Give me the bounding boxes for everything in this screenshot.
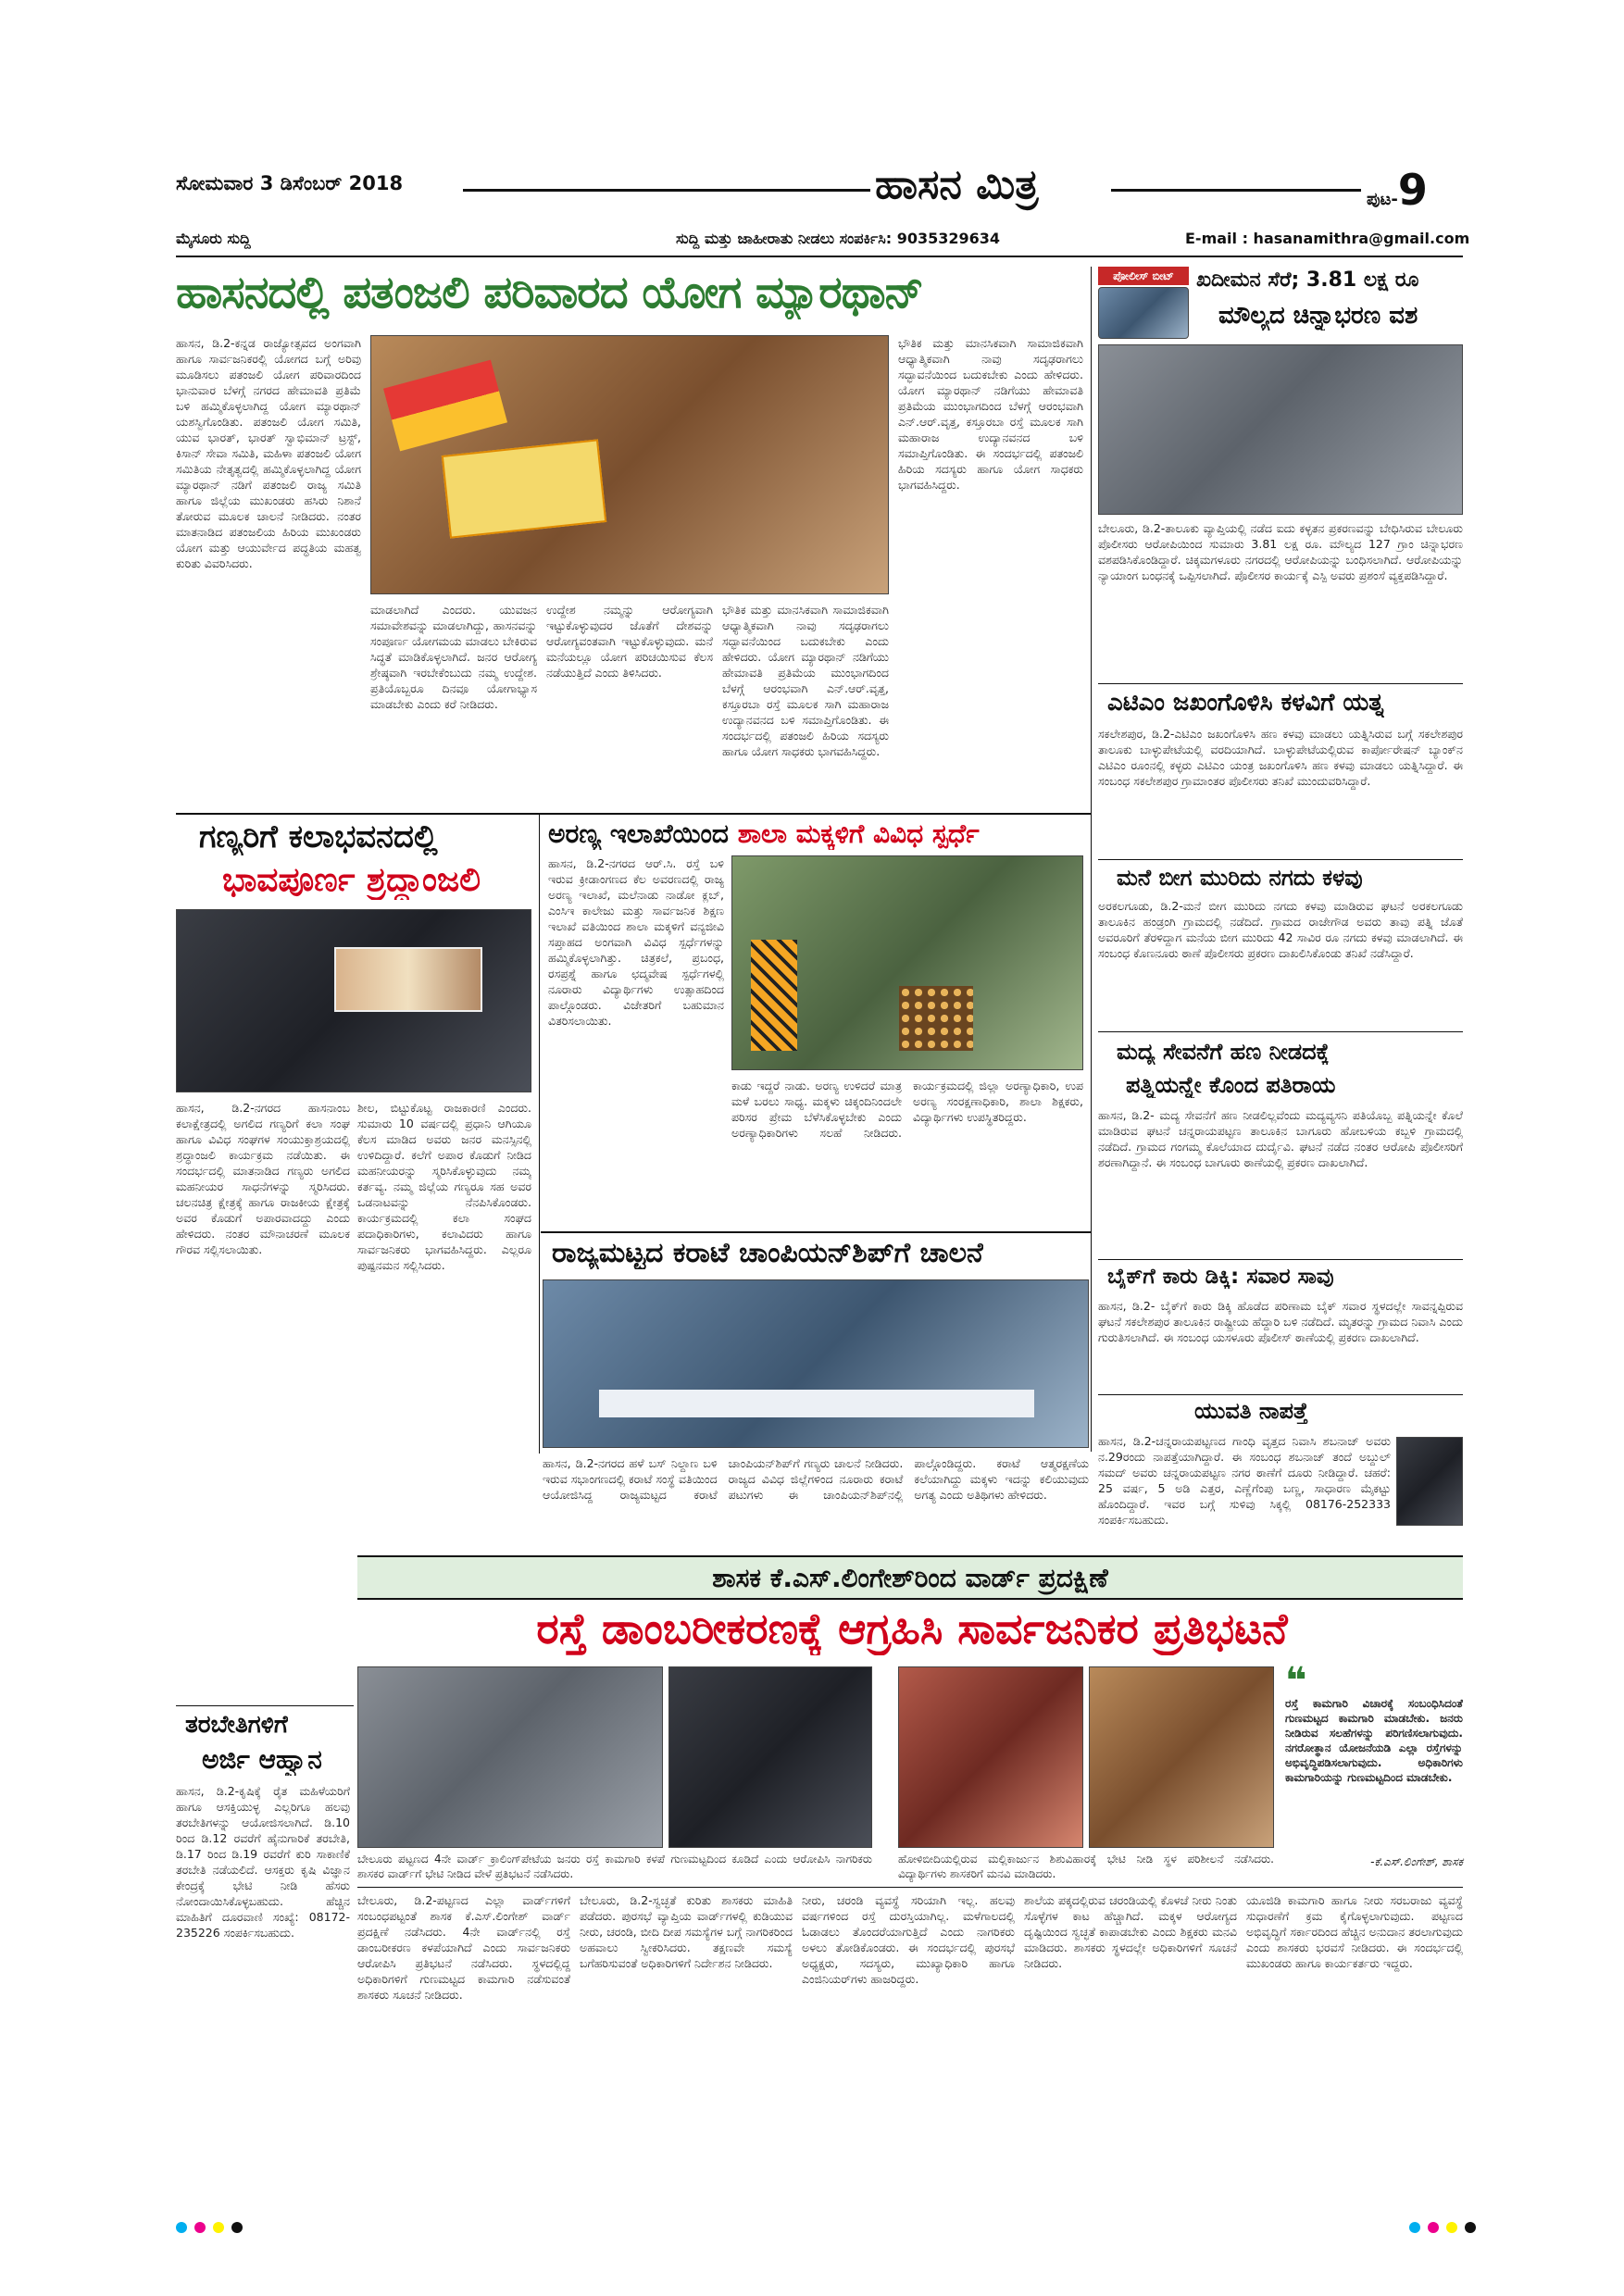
quote-author: -ಕೆ.ಎಸ್.ಲಿಂಗೇಶ್, ಶಾಸಕ [1370,1855,1463,1868]
police-beat-label-text: ಪೋಲೀಸ್ ಬೀಟ್ [1113,269,1174,282]
yoga-column-mid-1: ಮಾಡಲಾಗಿದೆ ಎಂದರು. ಯುವಜನ ಸಮಾವೇಶವನ್ನು ಮಾಡಲಾಗಿದ್ದು, ಹಾಸನವನ್ನು ಸಂಪೂರ್ಣ ಯೋಗಮಯ ಮಾಡಲು ಬೇಕಿರುವ ಸಿದ್ಧತೆ ಮಾಡಿಕೊಳ್ಳಲಾಗಿದೆ. ಜನರ ಆರೋಗ್ಯ ಶ್ರೇಷ್ಠವಾಗಿ ಇರಬೇಕೆಂಬುದು ನಮ್ಮ ಉದ್ದೇಶ. ಪ್ರತಿಯೊಬ್ಬರೂ ದಿನವೂ ಯೋಗಾಭ್ಯಾಸ ಮಾಡಬೇಕು ಎಂದು ಕರೆ ನೀಡಿದರು. [370,603,537,711]
road-protest-photo-2 [668,1666,872,1848]
road-column-3: ನೀರು, ಚರಂಡಿ ವ್ಯವಸ್ಥೆ ಸರಿಯಾಗಿ ಇಲ್ಲ. ಹಲವು ವರ್ಷಗಳಿಂದ ರಸ್ತೆ ದುರಸ್ತಿಯಾಗಿಲ್ಲ. ಮಳೆಗಾಲದಲ್ಲಿ ಓಡಾಡಲು ತೊಂದರೆಯಾಗುತ್ತಿದೆ ಎಂದು ನಾಗರಿಕರು ಅಳಲು ತೋಡಿಕೊಂಡರು. ಈ ಸಂದರ್ಭದಲ್ಲಿ ಪುರಸಭೆ ಅಧ್ಯಕ್ಷರು, ಸದಸ್ಯರು, ಮುಖ್ಯಾಧಿಕಾರಿ ಹಾಗೂ ಎಂಜಿನಿಯರ್‌ಗಳು ಹಾಜರಿದ್ದರು. [802,1893,1015,1986]
column-divider-left [539,815,540,1454]
yellow-dot [213,2222,224,2233]
rule-atm [1098,683,1463,684]
police-body: ಬೇಲೂರು, ಡಿ.2-ತಾಲೂಕು ವ್ಯಾಪ್ತಿಯಲ್ಲಿ ನಡೆದ ಐದು ಕಳ್ಳತನ ಪ್ರಕರಣವನ್ನು ಬೇಧಿಸಿರುವ ಬೇಲೂರು ಪೊಲೀಸರು ಆರೋಪಿಯಿಂದ ಸುಮಾರು 3.81 ಲಕ್ಷ ರೂ. ಮೌಲ್ಯದ 127 ಗ್ರಾಂ ಚಿನ್ನಾಭರಣ ವಶಪಡಿಸಿಕೊಂಡಿದ್ದಾರೆ. ಚಿಕ್ಕಮಗಳೂರು ನಗರದಲ್ಲಿ ಆರೋಪಿಯನ್ನು ಬಂಧಿಸಲಾಗಿದೆ. ಆರೋಪಿಯನ್ನು ನ್ಯಾಯಾಂಗ ಬಂಧನಕ್ಕೆ ಒಪ್ಪಿಸಲಾಗಿದೆ. ಪೊಲೀಸರ ಕಾರ್ಯಕ್ಕೆ ಎಸ್ಪಿ ಅವರು ಪ್ರಶಂಸೆ ವ್ಯಕ್ತಪಡಿಸಿದ್ದಾರೆ. [1098,521,1463,582]
rule-bike [1098,1259,1463,1260]
leopard-costume [899,986,973,1051]
yoga-banner-graphic [442,439,606,538]
yoga-marathon-photo [370,335,889,594]
magenta-dot [1428,2222,1439,2233]
yoga-column-mid-2: ಉದ್ದೇಶ ನಮ್ಮನ್ನು ಆರೋಗ್ಯವಾಗಿ ಇಟ್ಟುಕೊಳ್ಳುವುದರ ಜೊತೆಗೆ ದೇಶವನ್ನು ಆರೋಗ್ಯವಂತವಾಗಿ ಇಟ್ಟುಕೊಳ್ಳುವುದು. ಮನೆ ಮನೆಯಲ್ಲೂ ಯೋಗ ಪರಿಚಯಿಸುವ ಕೆಲಸ ನಡೆಯುತ್ತಿದೆ ಎಂದು ತಿಳಿಸಿದರು. [546,603,713,680]
tribute-headline-1: ಗಣ್ಯರಿಗೆ ಕಲಾಭವನದಲ್ಲಿ [199,818,438,855]
rule-arch [176,1705,354,1706]
theft-headline: ಮನೆ ಬೀಗ ಮುರಿದು ನಗದು ಕಳವು [1117,865,1363,891]
tribute-headline-2: ಭಾವಪೂರ್ಣ ಶ್ರದ್ಧಾಂಜಲಿ [222,861,481,899]
column-divider-main [1091,267,1092,1452]
road-visit-photo-1 [898,1666,1083,1848]
rule-theft [1098,859,1463,860]
masthead-date: ಸೋಮವಾರ 3 ಡಿಸೆಂಬರ್ 2018 [176,172,404,194]
road-banner [357,1555,1463,1600]
tribute-column-1: ಹಾಸನ, ಡಿ.2-ನಗರದ ಹಾಸನಾಂಬ ಕಲಾಕ್ಷೇತ್ರದಲ್ಲಿ ಅಗಲಿದ ಗಣ್ಯರಿಗೆ ಕಲಾ ಸಂಘ ಹಾಗೂ ವಿವಿಧ ಸಂಘಗಳ ಸಂಯುಕ್ತಾಶ್ರಯದಲ್ಲಿ ಶ್ರದ್ಧಾಂಜಲಿ ಕಾರ್ಯಕ್ರಮ ನಡೆಯಿತು. ಈ ಸಂದರ್ಭದಲ್ಲಿ ಮಾತನಾಡಿದ ಗಣ್ಯರು ಅಗಲಿದ ಮಹನೀಯರ ಸಾಧನೆಗಳನ್ನು ಸ್ಮರಿಸಿದರು. ಚಲನಚಿತ್ರ ಕ್ಷೇತ್ರಕ್ಕೆ ಹಾಗೂ ರಾಜಕೀಯ ಕ್ಷೇತ್ರಕ್ಕೆ ಅವರ ಕೊಡುಗೆ ಅಪಾರವಾದದ್ದು ಎಂದು ಹೇಳಿದರು. ನಂತರ ಮೌನಾಚರಣೆ ಮೂಲಕ ಗೌರವ ಸಲ್ಲಿಸಲಾಯಿತು. [176,1101,350,1256]
quote-mark-icon: ❝ [1285,1660,1307,1703]
arch-headline-1: ತರಬೇತಿಗಳಿಗೆ [185,1711,288,1739]
info-strip [176,220,1470,257]
tribute-column-2: ಶೀಲ, ಬಿಟ್ಟುಕೊಟ್ಟ ರಾಜಕಾರಣಿ ಎಂದರು. ಸುಮಾರು 10 ವರ್ಷದಲ್ಲಿ ಪ್ರಧಾನಿ ಆಗಿಯೂ ಕೆಲಸ ಮಾಡಿದ ಅವರು ಜನರ ಮನಸ್ಸಿನಲ್ಲಿ ಉಳಿದಿದ್ದಾರೆ. ಕಲೆಗೆ ಅಪಾರ ಕೊಡುಗೆ ನೀಡಿದ ಮಹನೀಯರನ್ನು ಸ್ಮರಿಸಿಕೊಳ್ಳುವುದು ನಮ್ಮ ಕರ್ತವ್ಯ. ನಮ್ಮ ಜಿಲ್ಲೆಯ ಗಣ್ಯರೂ ಸಹ ಅವರ ಒಡನಾಟವನ್ನು ನೆನಪಿಸಿಕೊಂಡರು. ಕಾರ್ಯಕ್ರಮದಲ್ಲಿ ಕಲಾ ಸಂಘದ ಪದಾಧಿಕಾರಿಗಳು, ಕಲಾವಿದರು ಹಾಗೂ ಸಾರ್ವಜನಿಕರು ಭಾಗವಹಿಸಿದ್ದರು. ಎಲ್ಲರೂ ಪುಷ್ಪನಮನ ಸಲ್ಲಿಸಿದರು. [357,1101,531,1272]
yoga-column-right: ಭೌತಿಕ ಮತ್ತು ಮಾನಸಿಕವಾಗಿ ಸಾಮಾಜಿಕವಾಗಿ ಆಧ್ಯಾತ್ಮಿಕವಾಗಿ ನಾವು ಸದೃಢರಾಗಲು ಸದ್ಭಾವನೆಯಿಂದ ಬದುಕಬೇಕು ಎಂದು ಹೇಳಿದರು. ಯೋಗ ಮ್ಯಾರಥಾನ್ ನಡಿಗೆಯು ಹೇಮಾವತಿ ಪ್ರತಿಮೆಯ ಮುಂಭಾಗದಿಂದ ಬೆಳಗ್ಗೆ ಆರಂಭವಾಗಿ ಎನ್.ಆರ್.ವೃತ್ತ, ಕಸ್ತೂರಬಾ ರಸ್ತೆ ಮೂಲಕ ಸಾಗಿ ಮಹಾರಾಜ ಉದ್ಯಾನವನದ ಬಳಿ ಸಮಾಪ್ತಿಗೊಂಡಿತು. ಈ ಸಂದರ್ಭದಲ್ಲಿ ಪತಂಜಲಿ ಹಿರಿಯ ಸದಸ್ಯರು ಹಾಗೂ ಯೋಗ ಸಾಧಕರು ಭಾಗವಹಿಸಿದ್ದರು. [898,336,1083,492]
black-dot [1465,2222,1476,2233]
police-car-icon [1098,287,1189,339]
atm-headline: ಎಟಿಎಂ ಜಖಂಗೊಳಿಸಿ ಕಳವಿಗೆ ಯತ್ನ [1107,689,1385,717]
email-line: E-mail : hasanamithra@gmail.com [1185,230,1470,247]
stage-table [599,1390,1034,1417]
missing-row [1098,1433,1463,1544]
road-column-2: ಬೇಲೂರು, ಡಿ.2-ಸ್ವಚ್ಛತೆ ಕುರಿತು ಶಾಸಕರು ಮಾಹಿತಿ ಪಡೆದರು. ಪುರಸಭೆ ವ್ಯಾಪ್ತಿಯ ವಾರ್ಡ್‌ಗಳಲ್ಲಿ ಕುಡಿಯುವ ನೀರು, ಚರಂಡಿ, ಬೀದಿ ದೀಪ ಸಮಸ್ಯೆಗಳ ಬಗ್ಗೆ ನಾಗರಿಕರಿಂದ ಅಹವಾಲು ಸ್ವೀಕರಿಸಿದರು. ತಕ್ಷಣವೇ ಸಮಸ್ಯೆ ಬಗೆಹರಿಸುವಂತೆ ಅಧಿಕಾರಿಗಳಿಗೆ ನಿರ್ದೇಶನ ನೀಡಿದರು. [580,1893,793,1970]
road-column-4: ಶಾಲೆಯ ಪಕ್ಕದಲ್ಲಿರುವ ಚರಂಡಿಯಲ್ಲಿ ಕೊಳಚೆ ನೀರು ನಿಂತು ಸೊಳ್ಳೆಗಳ ಕಾಟ ಹೆಚ್ಚಾಗಿದೆ. ಮಕ್ಕಳ ಆರೋಗ್ಯದ ದೃಷ್ಟಿಯಿಂದ ಸ್ವಚ್ಛತೆ ಕಾಪಾಡಬೇಕು ಎಂದು ಶಿಕ್ಷಕರು ಮನವಿ ಮಾಡಿದರು. ಶಾಸಕರು ಸ್ಥಳದಲ್ಲೇ ಅಧಿಕಾರಿಗಳಿಗೆ ಸೂಚನೆ ನೀಡಿದರು. [1024,1893,1237,1970]
missing-body: ಹಾಸನ, ಡಿ.2-ಚನ್ನರಾಯಪಟ್ಟಣದ ಗಾಂಧಿ ವೃತ್ತದ ನಿವಾಸಿ ಶಬನಾಜ್ ಅವರು ನ.29ರಂದು ನಾಪತ್ತೆಯಾಗಿದ್ದಾರೆ. ಈ ಸಂಬಂಧ ಶಬನಾಜ್ ತಂದೆ ಅಬ್ದುಲ್ ಸಮದ್ ಅವರು ಚನ್ನರಾಯಪಟ್ಟಣ ನಗರ ಠಾಣೆಗೆ ದೂರು ನೀಡಿದ್ದಾರೆ. ಚಹರೆ: 25 ವರ್ಷ, 5 ಅಡಿ ಎತ್ತರ, ಎಣ್ಣೆಗೆಂಪು ಬಣ್ಣ, ಸಾಧಾರಣ ಮೈಕಟ್ಟು ಹೊಂದಿದ್ದಾರೆ. ಇವರ ಬಗ್ಗೆ ಸುಳಿವು ಸಿಕ್ಕಲ್ಲಿ 08176-252333 ಸಂಪರ್ಕಿಸಬಹುದು. [1098,1434,1391,1527]
section-label: ಮೈಸೂರು ಸುದ್ದಿ [176,230,251,247]
forest-competition-photo [731,855,1083,1070]
forest-column-1: ಹಾಸನ, ಡಿ.2-ನಗರದ ಆರ್.ಸಿ. ರಸ್ತೆ ಬಳಿ ಇರುವ ಕ್ರೀಡಾಂಗಣದ ಕೆಲ ಅವರಣದಲ್ಲಿ ರಾಜ್ಯ ಅರಣ್ಯ ಇಲಾಖೆ, ಮಲೆನಾಡು ನಾಡೋ ಕ್ಲಬ್, ಎಂಸಿಇ ಕಾಲೇಜು ಮತ್ತು ಸಾರ್ವಜನಿಕ ಶಿಕ್ಷಣ ಇಲಾಖೆ ವತಿಯಿಂದ ಶಾಲಾ ಮಕ್ಕಳಿಗೆ ವನ್ಯಜೀವಿ ಸಪ್ತಾಹದ ಅಂಗವಾಗಿ ವಿವಿಧ ಸ್ಪರ್ಧೆಗಳನ್ನು ಹಮ್ಮಿಕೊಳ್ಳಲಾಗಿತ್ತು. ಚಿತ್ರಕಲೆ, ಪ್ರಬಂಧ, ರಸಪ್ರಶ್ನೆ ಹಾಗೂ ಛದ್ಮವೇಷ ಸ್ಪರ್ಧೆಗಳಲ್ಲಿ ನೂರಾರು ವಿದ್ಯಾರ್ಥಿಗಳು ಉತ್ಸಾಹದಿಂದ ಪಾಲ್ಗೊಂಡರು. ವಿಜೇತರಿಗೆ ಬಹುಮಾನ ವಿತರಿಸಲಾಯಿತು. [548,856,724,1028]
magenta-dot [194,2222,206,2233]
road-protest-photo-1 [357,1666,663,1848]
contact-line: ಸುದ್ದಿ ಮತ್ತು ಜಾಹೀರಾತು ನೀಡಲು ಸಂಪರ್ಕಿಸಿ: 9035329634 [676,230,1001,247]
color-registration-right [1409,2222,1476,2233]
yoga-column-1: ಹಾಸನ, ಡಿ.2-ಕನ್ನಡ ರಾಜ್ಯೋತ್ಸವದ ಅಂಗವಾಗಿ ಹಾಗೂ ಸಾರ್ವಜನಿಕರಲ್ಲಿ ಯೋಗದ ಬಗ್ಗೆ ಅರಿವು ಮೂಡಿಸಲು ಪತಂಜಲಿ ಯೋಗ ಪರಿವಾರದಿಂದ ಭಾನುವಾರ ಬೆಳಗ್ಗೆ ನಗರದ ಹೇಮಾವತಿ ಪ್ರತಿಮೆ ಬಳಿ ಹಮ್ಮಿಕೊಳ್ಳಲಾಗಿದ್ದ ಯೋಗ ಮ್ಯಾರಥಾನ್ ಯಶಸ್ವಿಗೊಂಡಿತು. ಪತಂಜಲಿ ಯೋಗ ಸಮಿತಿ, ಯುವ ಭಾರತ್, ಭಾರತ್ ಸ್ವಾಭಿಮಾನ್ ಟ್ರಸ್ಟ್, ಕಿಸಾನ್ ಸೇವಾ ಸಮಿತಿ, ಮಹಿಳಾ ಪತಂಜಲಿ ಯೋಗ ಸಮಿತಿಯ ನೇತೃತ್ವದಲ್ಲಿ ಹಮ್ಮಿಕೊಳ್ಳಲಾಗಿದ್ದ ಯೋಗ ಮ್ಯಾರಥಾನ್ ನಡಿಗೆ ಪತಂಜಲಿ ರಾಜ್ಯ ಸಮಿತಿ ಹಾಗೂ ಜಿಲ್ಲೆಯ ಮುಖಂಡರು ಹಸಿರು ನಿಶಾನೆ ತೋರುವ ಮೂಲಕ ಚಾಲನೆ ನೀಡಿದರು. ನಂತರ ಮಾತನಾಡಿದ ಪತಂಜಲಿಯ ಹಿರಿಯ ಮುಖಂಡರು ಯೋಗ ಮತ್ತು ಆಯುರ್ವೇದ ಪದ್ಧತಿಯ ಮಹತ್ವ ಕುರಿತು ವಿವರಿಸಿದರು. [176,336,361,570]
quote-box [1285,1660,1463,1879]
forest-column-2: ಕಾಡು ಇದ್ದರೆ ನಾಡು. ಅರಣ್ಯ ಉಳಿದರೆ ಮಾತ್ರ ಮಳೆ ಬರಲು ಸಾಧ್ಯ. ಮಕ್ಕಳು ಚಿಕ್ಕಂದಿನಿಂದಲೇ ಪರಿಸರ ಪ್ರೇಮ ಬೆಳೆಸಿಕೊಳ್ಳಬೇಕು ಎಂದು ಅರಣ್ಯಾಧಿಕಾರಿಗಳು ಸಲಹೆ ನೀಡಿದರು. ಕಾರ್ಯಕ್ರಮದಲ್ಲಿ ಜಿಲ್ಲಾ ಅರಣ್ಯಾಧಿಕಾರಿ, ಉಪ ಅರಣ್ಯ ಸಂರಕ್ಷಣಾಧಿಕಾರಿ, ಶಾಲಾ ಶಿಕ್ಷಕರು, ವಿದ್ಯಾರ್ಥಿಗಳು ಉಪಸ್ಥಿತರಿದ್ದರು. [731,1079,1083,1140]
atm-body: ಸಕಲೇಶಪುರ, ಡಿ.2-ಎಟಿಎಂ ಜಖಂಗೊಳಿಸಿ ಹಣ ಕಳವು ಮಾಡಲು ಯತ್ನಿಸಿರುವ ಬಗ್ಗೆ ಸಕಲೇಶಪುರ ತಾಲೂಕು ಬಾಳ್ಳುಪೇಟೆಯಲ್ಲಿ ವರದಿಯಾಗಿದೆ. ಬಾಳ್ಳುಪೇಟೆಯಲ್ಲಿರುವ ಕಾರ್ಪೋರೇಷನ್ ಬ್ಯಾಂಕ್‌ನ ಎಟಿಎಂ ರೂಂನಲ್ಲಿ ಕಳ್ಳರು ಎಟಿಎಂ ಯಂತ್ರ ಜಖಂಗೊಳಿಸಿ ಹಣ ಕಳವು ಮಾಡಲು ಯತ್ನಿಸಿದ್ದಾರೆ. ಈ ಸಂಬಂಧ ಸಕಲೇಶಪುರ ಗ್ರಾಮಾಂತರ ಪೊಲೀಸರು ತನಿಖೆ ಮುಂದುವರಿಸಿದ್ದಾರೆ. [1098,727,1463,788]
tribute-portraits [334,947,482,1012]
rule-missing [1098,1394,1463,1395]
police-headline-1: ಖದೀಮನ ಸೆರೆ; 3.81 ಲಕ್ಷ ರೂ [1196,268,1419,292]
masthead-rule-right [1111,189,1361,192]
bike-headline: ಬೈಕ್‌ಗೆ ಕಾರು ಡಿಕ್ಕಿ: ಸವಾರ ಸಾವು [1107,1265,1334,1289]
theft-body: ಅರಕಲಗೂಡು, ಡಿ.2-ಮನೆ ಬೀಗ ಮುರಿದು ನಗದು ಕಳವು ಮಾಡಿರುವ ಘಟನೆ ಅರಕಲಗೂಡು ತಾಲೂಕಿನ ಹಂಡ್ರಂಗಿ ಗ್ರಾಮದಲ್ಲಿ ನಡೆದಿದೆ. ಗ್ರಾಮದ ರಾಜೇಗೌಡ ಅವರು ತಾವು ಪತ್ನಿ ಜೊತೆ ಅವರೂರಿಗೆ ತೆರಳಿದ್ದಾಗ ಮನೆಯ ಬೀಗ ಮುರಿದು 42 ಸಾವಿರ ರೂ ನಗದು ಕಳವು ಮಾಡಲಾಗಿದೆ. ಈ ಸಂಬಂಧ ಕೊಣನೂರು ಠಾಣೆ ಪೊಲೀಸರು ಪ್ರಕರಣ ದಾಖಲಿಸಿಕೊಂಡು ತನಿಖೆ ನಡೆಸಿದ್ದಾರೆ. [1098,899,1463,960]
quote-text: ರಸ್ತೆ ಕಾಮಗಾರಿ ವಿಚಾರಕ್ಕೆ ಸಂಬಂಧಿಸಿದಂತೆ ಗುಣಮಟ್ಟದ ಕಾಮಗಾರಿ ಮಾಡಬೇಕು. ಜನರು ನೀಡಿರುವ ಸಲಹೆಗಳನ್ನು ಪರಿಗಣಿಸಲಾಗುವುದು. ನಗರೋತ್ಥಾನ ಯೋಜನೆಯಡಿ ಎಲ್ಲಾ ರಸ್ತೆಗಳನ್ನು ಅಭಿವೃದ್ಧಿಪಡಿಸಲಾಗುವುದು. ಅಧಿಕಾರಿಗಳು ಕಾಮಗಾರಿಯನ್ನು ಗುಣಮಟ್ಟದಿಂದ ಮಾಡಬೇಕು. [1285,1697,1463,1784]
missing-headline: ಯುವತಿ ನಾಪತ್ತೆ [1194,1398,1308,1424]
black-dot [231,2222,243,2233]
masthead-page-label [1367,165,1428,215]
road-caption-left: ಬೇಲೂರು ಪಟ್ಟಣದ 4ನೇ ವಾರ್ಡ್ ಕ್ರಾಲಿಂಗ್‌ಪೇಟೆಯ ಜನರು ರಸ್ತೆ ಕಾಮಗಾರಿ ಕಳಪೆ ಗುಣಮಟ್ಟದಿಂದ ಕೂಡಿದೆ ಎಂದು ಆರೋಪಿಸಿ ನಾಗರಿಕರು ಶಾಸಕರ ವಾರ್ಡ್‌ಗೆ ಭೇಟಿ ನೀಡಿದ ವೇಳೆ ಪ್ರತಿಭಟನೆ ನಡೆಸಿದರು. [357,1853,872,1880]
color-registration-left [176,2222,243,2233]
yellow-dot [1446,2222,1457,2233]
wife-headline-1: ಮದ್ಯ ಸೇವನೆಗೆ ಹಣ ನೀಡದಕ್ಕೆ [1117,1039,1330,1065]
yoga-column-mid-3: ಭೌತಿಕ ಮತ್ತು ಮಾನಸಿಕವಾಗಿ ಸಾಮಾಜಿಕವಾಗಿ ಆಧ್ಯಾತ್ಮಿಕವಾಗಿ ನಾವು ಸದೃಢರಾಗಲು ಸದ್ಭಾವನೆಯಿಂದ ಬದುಕಬೇಕು ಎಂದು ಹೇಳಿದರು. ಯೋಗ ಮ್ಯಾರಥಾನ್ ನಡಿಗೆಯು ಹೇಮಾವತಿ ಪ್ರತಿಮೆಯ ಮುಂಭಾಗದಿಂದ ಬೆಳಗ್ಗೆ ಆರಂಭವಾಗಿ ಎನ್.ಆರ್.ವೃತ್ತ, ಕಸ್ತೂರಬಾ ರಸ್ತೆ ಮೂಲಕ ಸಾಗಿ ಮಹಾರಾಜ ಉದ್ಯಾನವನದ ಬಳಿ ಸಮಾಪ್ತಿಗೊಂಡಿತು. ಈ ಸಂದರ್ಭದಲ್ಲಿ ಪತಂಜಲಿ ಹಿರಿಯ ಸದಸ್ಯರು ಹಾಗೂ ಯೋಗ ಸಾಧಕರು ಭಾಗವಹಿಸಿದ್ದರು. [722,603,889,758]
road-headline: ರಸ್ತೆ ಡಾಂಬರೀಕರಣಕ್ಕೆ ಆಗ್ರಹಿಸಿ ಸಾರ್ವಜನಿಕರ ಪ್ರತಿಭಟನೆ [536,1603,1288,1653]
arch-headline-2: ಅರ್ಜಿ ಆಹ್ವಾನ [202,1744,322,1775]
forest-headline-part1: ಅರಣ್ಯ ಇಲಾಖೆಯಿಂದ [548,818,730,849]
tiger-costume [751,940,797,1051]
police-beat-label [1098,267,1189,285]
missing-person-photo [1396,1437,1463,1526]
road-banner-text: ಶಾಸಕ ಕೆ.ಎಸ್.ಲಿಂಗೇಶ್‌ರಿಂದ ವಾರ್ಡ್ ಪ್ರದಕ್ಷಿಣೆ [712,1563,1108,1593]
rule-mid [176,813,1091,815]
masthead-paper-name: ಹಾಸನ ಮಿತ್ರ [875,161,1039,208]
forest-headline-part2: ಶಾಲಾ ಮಕ್ಕಳಿಗೆ ವಿವಿಧ ಸ್ಪರ್ಧೆ [737,818,980,849]
rule-road-cols [357,1887,1463,1888]
road-visit-photo-2 [1089,1666,1274,1848]
page-label: ಪುಟ- [1367,190,1398,209]
karate-event-photo [543,1279,1089,1448]
flag-graphic [383,360,507,452]
forest-headline [548,818,980,850]
masthead-rule-left [463,189,870,192]
rule-wife [1098,1031,1463,1032]
police-headline-2: ಮೌಲ್ಯದ ಚಿನ್ನಾಭರಣ ವಶ [1218,302,1418,330]
wife-headline-2: ಪತ್ನಿಯನ್ನೇ ಕೊಂದ ಪತಿರಾಯ [1126,1072,1336,1098]
road-column-5: ಯೂಜಿಡಿ ಕಾಮಗಾರಿ ಹಾಗೂ ನೀರು ಸರಬರಾಜು ವ್ಯವಸ್ಥೆ ಸುಧಾರಣೆಗೆ ಕ್ರಮ ಕೈಗೊಳ್ಳಲಾಗುವುದು. ಪಟ್ಟಣದ ಅಭಿವೃದ್ಧಿಗೆ ಸರ್ಕಾರದಿಂದ ಹೆಚ್ಚಿನ ಅನುದಾನ ತರಲಾಗುವುದು ಎಂದು ಶಾಸಕರು ಭರವಸೆ ನೀಡಿದರು. ಈ ಸಂದರ್ಭದಲ್ಲಿ ಮುಖಂಡರು ಹಾಗೂ ಕಾರ್ಯಕರ್ತರು ಇದ್ದರು. [1246,1893,1463,1970]
karate-body: ಹಾಸನ, ಡಿ.2-ನಗರದ ಹಳೆ ಬಸ್ ನಿಲ್ದಾಣ ಬಳಿ ಇರುವ ಸಭಾಂಗಣದಲ್ಲಿ ಕರಾಟೆ ಸಂಸ್ಥೆ ವತಿಯಿಂದ ಆಯೋಜಿಸಿದ್ದ ರಾಜ್ಯಮಟ್ಟದ ಕರಾಟೆ ಚಾಂಪಿಯನ್‌ಶಿಪ್‌ಗೆ ಗಣ್ಯರು ಚಾಲನೆ ನೀಡಿದರು. ರಾಜ್ಯದ ವಿವಿಧ ಜಿಲ್ಲೆಗಳಿಂದ ನೂರಾರು ಕರಾಟೆ ಪಟುಗಳು ಈ ಚಾಂಪಿಯನ್‌ಶಿಪ್‌ನಲ್ಲಿ ಪಾಲ್ಗೊಂಡಿದ್ದರು. ಕರಾಟೆ ಆತ್ಮರಕ್ಷಣೆಯ ಕಲೆಯಾಗಿದ್ದು ಮಕ್ಕಳು ಇದನ್ನು ಕಲಿಯುವುದು ಅಗತ್ಯ ಎಂದು ಅತಿಥಿಗಳು ಹೇಳಿದರು. [543,1456,1089,1502]
road-column-1: ಬೇಲೂರು, ಡಿ.2-ಪಟ್ಟಣದ ಎಲ್ಲಾ ವಾರ್ಡ್‌ಗಳಿಗೆ ಸಂಬಂಧಪಟ್ಟಂತೆ ಶಾಸಕ ಕೆ.ಎಸ್.ಲಿಂಗೇಶ್ ವಾರ್ಡ್ ಪ್ರದಕ್ಷಿಣೆ ನಡೆಸಿದರು. 4ನೇ ವಾರ್ಡ್‌ನಲ್ಲಿ ರಸ್ತೆ ಡಾಂಬರೀಕರಣ ಕಳಪೆಯಾಗಿದೆ ಎಂದು ಸಾರ್ವಜನಿಕರು ಆರೋಪಿಸಿ ಪ್ರತಿಭಟನೆ ನಡೆಸಿದರು. ಸ್ಥಳದಲ್ಲಿದ್ದ ಅಧಿಕಾರಿಗಳಿಗೆ ಗುಣಮಟ್ಟದ ಕಾಮಗಾರಿ ನಡೆಸುವಂತೆ ಶಾಸಕರು ಸೂಚನೆ ನೀಡಿದರು. [357,1893,570,2002]
bike-body: ಹಾಸನ, ಡಿ.2- ಬೈಕ್‌ಗೆ ಕಾರು ಡಿಕ್ಕಿ ಹೊಡೆದ ಪರಿಣಾಮ ಬೈಕ್ ಸವಾರ ಸ್ಥಳದಲ್ಲೇ ಸಾವನ್ನಪ್ಪಿರುವ ಘಟನೆ ಸಕಲೇಶಪುರ ತಾಲೂಕಿನ ರಾಷ್ಟ್ರೀಯ ಹೆದ್ದಾರಿ ಬಳಿ ನಡೆದಿದೆ. ಮೃತರನ್ನು ಗ್ರಾಮದ ನಿವಾಸಿ ಎಂದು ಗುರುತಿಸಲಾಗಿದೆ. ಈ ಸಂಬಂಧ ಯಸಳೂರು ಪೊಲೀಸ್ ಠಾಣೆಯಲ್ಲಿ ಪ್ರಕರಣ ದಾಖಲಾಗಿದೆ. [1098,1299,1463,1344]
police-suspect-photo [1098,344,1463,515]
police-beat-box [1098,267,1463,341]
rule-karate [541,1231,1091,1233]
info-strip-rule [176,256,1463,257]
page-number: 9 [1397,165,1428,215]
cyan-dot [176,2222,187,2233]
tribute-photo [176,909,531,1092]
karate-headline: ರಾಜ್ಯಮಟ್ಟದ ಕರಾಟೆ ಚಾಂಪಿಯನ್‌ಶಿಪ್‌ಗೆ ಚಾಲನೆ [552,1237,983,1269]
wife-body: ಹಾಸನ, ಡಿ.2- ಮದ್ಯ ಸೇವನೆಗೆ ಹಣ ನೀಡಲಿಲ್ಲವೆಂದು ಮದ್ಯವ್ಯಸನಿ ಪತಿಯೊಬ್ಬ ಪತ್ನಿಯನ್ನೇ ಕೊಲೆ ಮಾಡಿರುವ ಘಟನೆ ಚನ್ನರಾಯಪಟ್ಟಣ ತಾಲೂಕಿನ ಬಾಗೂರು ಹೋಬಳಿಯ ಕಬ್ಬಳಿ ಗ್ರಾಮದಲ್ಲಿ ನಡೆದಿದೆ. ಗ್ರಾಮದ ಗಂಗಮ್ಮ ಕೊಲೆಯಾದ ದುರ್ದೈವಿ. ಘಟನೆ ನಡೆದ ನಂತರ ಆರೋಪಿ ಪೊಲೀಸರಿಗೆ ಶರಣಾಗಿದ್ದಾನೆ. ಈ ಸಂಬಂಧ ಬಾಗೂರು ಠಾಣೆಯಲ್ಲಿ ಪ್ರಕರಣ ದಾಖಲಾಗಿದೆ. [1098,1108,1463,1169]
arch-body: ಹಾಸನ, ಡಿ.2-ಕೃಷಿಕ್ಕೆ ರೈತ ಮಹಿಳೆಯರಿಗೆ ಹಾಗೂ ಆಸಕ್ತಿಯುಳ್ಳ ಎಲ್ಲರಿಗೂ ಹಲವು ತರಬೇತಿಗಳನ್ನು ಆಯೋಜಿಸಲಾಗಿದೆ. ಡಿ.10 ರಿಂದ ಡಿ.12 ರವರೆಗೆ ಹೈನುಗಾರಿಕೆ ತರಬೇತಿ, ಡಿ.17 ರಿಂದ ಡಿ.19 ರವರೆಗೆ ಕುರಿ ಸಾಕಾಣಿಕೆ ತರಬೇತಿ ನಡೆಯಲಿದೆ. ಆಸಕ್ತರು ಕೃಷಿ ವಿಜ್ಞಾನ ಕೇಂದ್ರಕ್ಕೆ ಭೇಟಿ ನೀಡಿ ಹೆಸರು ನೋಂದಾಯಿಸಿಕೊಳ್ಳಬಹುದು. ಹೆಚ್ಚಿನ ಮಾಹಿತಿಗೆ ದೂರವಾಣಿ ಸಂಖ್ಯೆ: 08172-235226 ಸಂಪರ್ಕಿಸಬಹುದು. [176,1784,350,1940]
cyan-dot [1409,2222,1420,2233]
yoga-headline: ಹಾಸನದಲ್ಲಿ ಪತಂಜಲಿ ಪರಿವಾರದ ಯೋಗ ಮ್ಯಾರಥಾನ್ [176,267,923,318]
road-caption-right: ಹೋಳಿಬೀದಿಯಲ್ಲಿರುವ ಮಲ್ಲಿಕಾರ್ಜುನ ಶಿಶುವಿಹಾರಕ್ಕೆ ಭೇಟಿ ನೀಡಿ ಸ್ಥಳ ಪರಿಶೀಲನೆ ನಡೆಸಿದರು. ವಿದ್ಯಾರ್ಥಿಗಳು ಶಾಸಕರಿಗೆ ಮನವಿ ಮಾಡಿದರು. [898,1853,1274,1880]
